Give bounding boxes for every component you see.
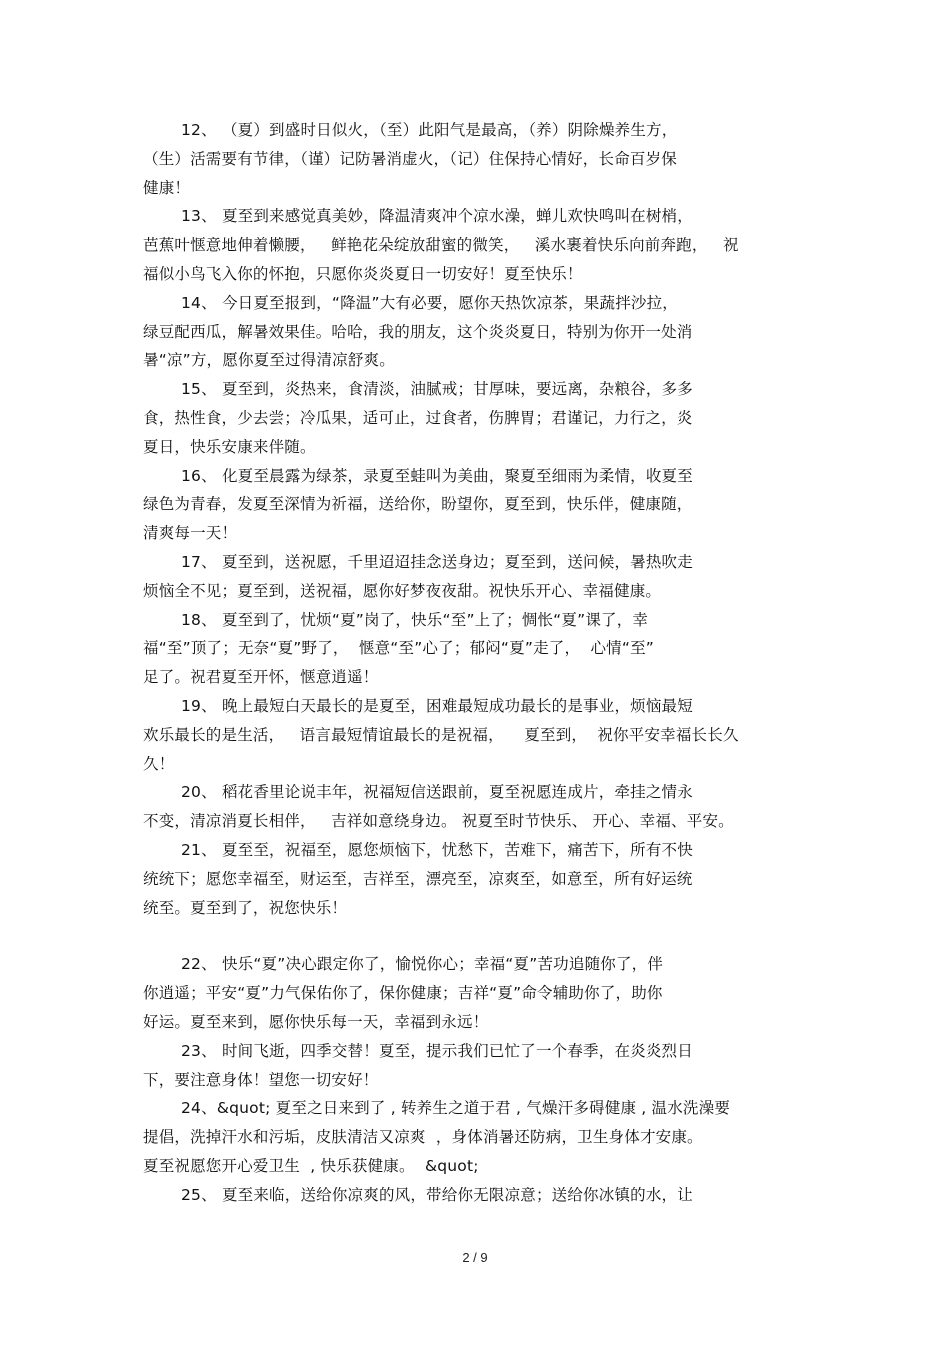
text-line: 23、 时间飞逝，四季交替！夏至，提示我们已忙了一个春季，在炎炎烈日 — [181, 1041, 693, 1060]
document-body — [143, 116, 808, 1209]
page-number: 2 / 9 — [462, 1250, 488, 1265]
text-line: 福“至”顶了；无奈“夏”野了， 惬意“至”心了；郁闷“夏”走了， 心情“至” — [143, 639, 655, 658]
text-line: 提倡，洗掉汗水和污垢，皮肤清洁又凉爽 ，身体消暑还防病，卫生身体才安康。 — [143, 1128, 703, 1147]
text-line: 19、 晚上最短白天最长的是夏至，困难最短成功最长的是事业，烦恼最短 — [181, 696, 693, 715]
text-line: 清爽每一天！ — [143, 524, 238, 543]
text-line: 夏至祝愿您开心爱卫生 , 快乐获健康。 &quot; — [143, 1156, 479, 1175]
text-line: 不变，清凉消夏长相伴， 吉祥如意绕身边。 祝夏至时节快乐、 开心、幸福、平安。 — [143, 812, 734, 831]
text-line: 久！ — [143, 754, 175, 773]
text-line: 13、 夏至到来感觉真美妙，降温清爽冲个凉水澡，蝉儿欢快鸣叫在树梢， — [181, 207, 693, 226]
text-line: 16、 化夏至晨露为绿茶，录夏至蛙叫为美曲，聚夏至细雨为柔情，收夏至 — [181, 466, 693, 485]
text-line: （生）活需要有节律，（谨）记防暑消虚火，（记）住保持心情好，长命百岁保 — [143, 149, 678, 168]
text-line: 14、 今日夏至报到，“降温”大有必要，愿你天热饮凉茶，果蔬拌沙拉， — [181, 293, 679, 312]
text-line: 好运。夏至来到，愿你快乐每一天，幸福到永远！ — [143, 1012, 489, 1031]
text-line: 12、 （夏）到盛时日似火，（至）此阳气是最高，（养）阴除燥养生方， — [181, 121, 678, 139]
text-line: 统至。夏至到了，祝您快乐！ — [143, 898, 348, 917]
text-line: 烦恼全不见；夏至到，送祝福，愿你好梦夜夜甜。祝快乐开心、幸福健康。 — [143, 581, 662, 600]
text-line: 下，要注意身体！望您一切安好！ — [143, 1070, 379, 1089]
text-line: 你逍遥；平安“夏”力气保佑你了，保你健康；吉祥“夏”命令辅助你了，助你 — [143, 984, 663, 1003]
text-line: 绿色为青春，发夏至深情为祈福，送给你，盼望你，夏至到，快乐伴，健康随， — [143, 495, 693, 514]
text-line: 暑“凉”方，愿你夏至过得清凉舒爽。 — [143, 351, 395, 370]
text-line: 25、 夏至来临，送给你凉爽的风，带给你无限凉意；送给你冰镇的水，让 — [181, 1185, 693, 1204]
text-line: 24、&quot; 夏至之日来到了 , 转养生之道于君 , 气燥汗多碍健康 , 温水洗澡要 — [181, 1099, 731, 1118]
text-line: 夏日，快乐安康来伴随。 — [143, 437, 316, 456]
text-line: 欢乐最长的是生活， 语言最短情谊最长的是祝福， 夏至到， 祝你平安幸福长长久 — [143, 725, 739, 744]
text-line: 福似小鸟飞入你的怀抱，只愿你炎炎夏日一切安好！夏至快乐！ — [143, 264, 583, 283]
text-line: 17、 夏至到，送祝愿，千里迢迢挂念送身边；夏至到，送问候，暑热吹走 — [181, 552, 693, 571]
text-line: 22、 快乐“夏”决心跟定你了，愉悦你心；幸福“夏”苦功追随你了，伴 — [181, 955, 664, 974]
text-line: 足了。祝君夏至开怀，惬意逍遥！ — [143, 668, 379, 687]
paragraph-gap — [143, 922, 808, 950]
text-line: 绿豆配西瓜，解暑效果佳。哈哈，我的朋友，这个炎炎夏日，特别为你开一处消 — [143, 322, 693, 341]
text-line: 统统下；愿您幸福至，财运至，吉祥至，漂亮至，凉爽至，如意至，所有好运统 — [143, 869, 693, 888]
text-line: 21、 夏至至，祝福至，愿您烦恼下，忧愁下，苦难下，痛苦下，所有不快 — [181, 840, 693, 859]
text-line: 食，热性食，少去尝；冷瓜果，适可止，过食者，伤脾胃；君谨记，力行之，炎 — [143, 408, 693, 427]
text-line: 芭蕉叶惬意地伸着懒腰， 鲜艳花朵绽放甜蜜的微笑， 溪水裹着快乐向前奔跑， 祝 — [143, 236, 739, 255]
text-line: 15、 夏至到，炎热来，食清淡，油腻戒；甘厚味，要远离，杂粮谷，多多 — [181, 380, 693, 399]
text-line: 18、 夏至到了，忧烦“夏”岗了，快乐“至”上了；惆怅“夏”课了，幸 — [181, 610, 649, 629]
text-line: 健康！ — [143, 178, 191, 197]
text-line: 20、 稻花香里论说丰年，祝福短信送跟前，夏至祝愿连成片，牵挂之情永 — [181, 783, 693, 802]
